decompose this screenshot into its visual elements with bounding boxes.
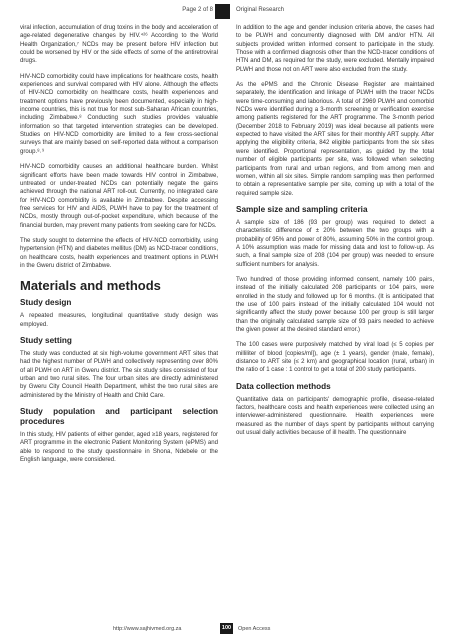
page-header	[0, 4, 453, 20]
heading-data-collection: Data collection methods	[236, 381, 331, 391]
paragraph: HIV-NCD comorbidity could have implications for healthcare costs, health experiences and survival compared with HIV alone. Although the effects of HIV-NCD comorbidity on healthcare costs, health experiences and treatment options have previously been documented, especially in high-income countries, this is not true for most sub-Saharan African countries, including Zimbabwe.⁸ Conducting such studies provides valuable information so that targeted intervention strategies can be developed. Studies on HIV-NCD comorbidity are limited to a few cross-sectional surveys that are mainly based on self-reported data without a comparison group.⁸˒⁹	[20, 73, 218, 155]
heading-study-design: Study design	[20, 298, 72, 308]
left-column	[20, 24, 218, 471]
paragraph: The study sought to determine the effects of HIV-NCD comorbidity, using hypertension (HTN) and diabetes mellitus (DM) as NCD-tracer conditions, on healthcare costs, health experiences and treatment options in PLWH in the Gweru district of Zimbabwe.	[20, 237, 218, 269]
open-access-label: Open Access	[238, 626, 271, 632]
heading-materials-methods: Materials and methods	[20, 278, 161, 294]
paragraph: In addition to the age and gender inclusion criteria above, the cases had to be PLWH and concurrently diagnosed with DM and/or HTN. All subjects provided written informed consent to participate in the study. Those with a confirmed diagnosis other than the NCD-tracer conditions of HTN and DM, as required for the study, were excluded. Mentally impaired PLWH and those not on ART were also excluded from the study.	[236, 25, 434, 73]
paragraph: HIV-NCD comorbidity causes an additional healthcare burden. Whilst significant efforts have been made towards HIV control in Zimbabwe, untreated or under-treated NCDs can potentially negate the gains achieved through the national ART roll-out. Currently, no integrated care for HIV-NCD comorbidity is available in Zimbabwe. Despite accessing free services for HIV and AIDS, PLWH have to pay for the treatment of NCDs, mostly through out-of-pocket expenditure, which because of the financial burden, may prevent many patients from seeking care for NCDs.	[20, 164, 218, 229]
heading-study-population: Study population and participant selection procedures	[20, 407, 218, 427]
header-badge	[215, 4, 230, 19]
page-footer	[0, 623, 453, 635]
paragraph: Quantitative data on participants' demographic profile, disease-related factors, healthcare costs and health experiences were collected using an interviewer-administered questionnaire. Health experiences were measured as the number of days spent by participants without carrying out usual daily activities because of ill health. The questionnaire	[236, 396, 434, 437]
paragraph: The 100 cases were purposively matched by viral load (≤ 5 copies per milliliter of blood [copies/ml]), age (± 1 years), gender (male, female), distance to ART site (≤ 2 km) and geographical location (rural, urban) in the ratio of 1 case : 1 control to get a total of 200 study participants.	[236, 342, 434, 374]
paragraph: viral infection, accumulation of drug toxins in the body and acceleration of age-related degenerative changes by HIV.⁴²⁶ According to the World Health Organization,⁷ NCDs may be present before HIV infection but could be worsened by HIV or the side effects of some of the antiretroviral drugs.	[20, 25, 218, 65]
right-column	[236, 24, 434, 444]
paragraph: In this study, HIV patients of either gender, aged ≥18 years, registered for ART programme in the electronic Patient Monitoring System (ePMS) and able to respond to the study questionnaire in Shona, Ndebele or the English language, were considered.	[20, 432, 218, 464]
paragraph: As the ePMS and the Chronic Disease Register are maintained separately, the identification and linkage of PLWH with the tracer NCDs were time-consuming and laborious. A total of 2969 PLWH and comorbid NCDs were identified during a 3-month screening or verification exercise among patients registered for the ART programme. The 3-month period (December 2018 to February 2019) was ideal because all patients were expected to have visited the ART sites for their monthly ART supply. After applying the eligibility criteria, 842 eligible participants from the six sites were identified. Proportional representation, as guided by the total number of eligible participants per site, was followed when selecting participants from rural and urban regions, and from among men and women, within all six sites. Simple random sampling was then performed to obtain a representative sample per site, coming up with a total of the required sample size.	[236, 82, 434, 197]
paragraph: Two hundred of those providing informed consent, namely 100 pairs, instead of the initially calculated 208 participants or 104 pairs, were enrolled in the study and followed up for 6 months. (It is anticipated that the use of 100 pairs instead of the initially calculated 104 would not significantly affect the study power because 100 per group is still larger than the originally calculated sample size of 93 pairs needed to achieve the given power at the desired standard error.)	[236, 276, 434, 333]
section-label: Original Research	[236, 7, 285, 13]
journal-url[interactable]: http://www.sajhivmed.org.za	[113, 626, 182, 632]
paragraph: A repeated measures, longitudinal quantitative study design was employed.	[20, 313, 218, 328]
heading-study-setting: Study setting	[20, 335, 72, 345]
heading-sample-size: Sample size and sampling criteria	[236, 204, 368, 214]
page-label: Page 2 of 8	[182, 7, 213, 13]
page-number: 100	[220, 623, 233, 634]
paragraph: A sample size of 186 (93 per group) was required to detect a characteristic difference of ± 20% between the two groups with a probability of 95% and power of 80%, assuming 50% in the control group. A 10% assumption was made for missing data and lost to follow-up. As such, a final sample size of 208 (104 per group) was needed to ensure sufficient numbers for analysis.	[236, 219, 434, 268]
paragraph: The study was conducted at six high-volume government ART sites that had the highest number of PLWH and collectively representing over 80% of all PLWH on ART in Gweru district. The six study sites consisted of four urban and two rural sites. The four urban sites are directly administered by Gweru City Council Health Department, whilst the two rural sites are administered by the Ministry of Health and Child Care.	[20, 350, 218, 399]
